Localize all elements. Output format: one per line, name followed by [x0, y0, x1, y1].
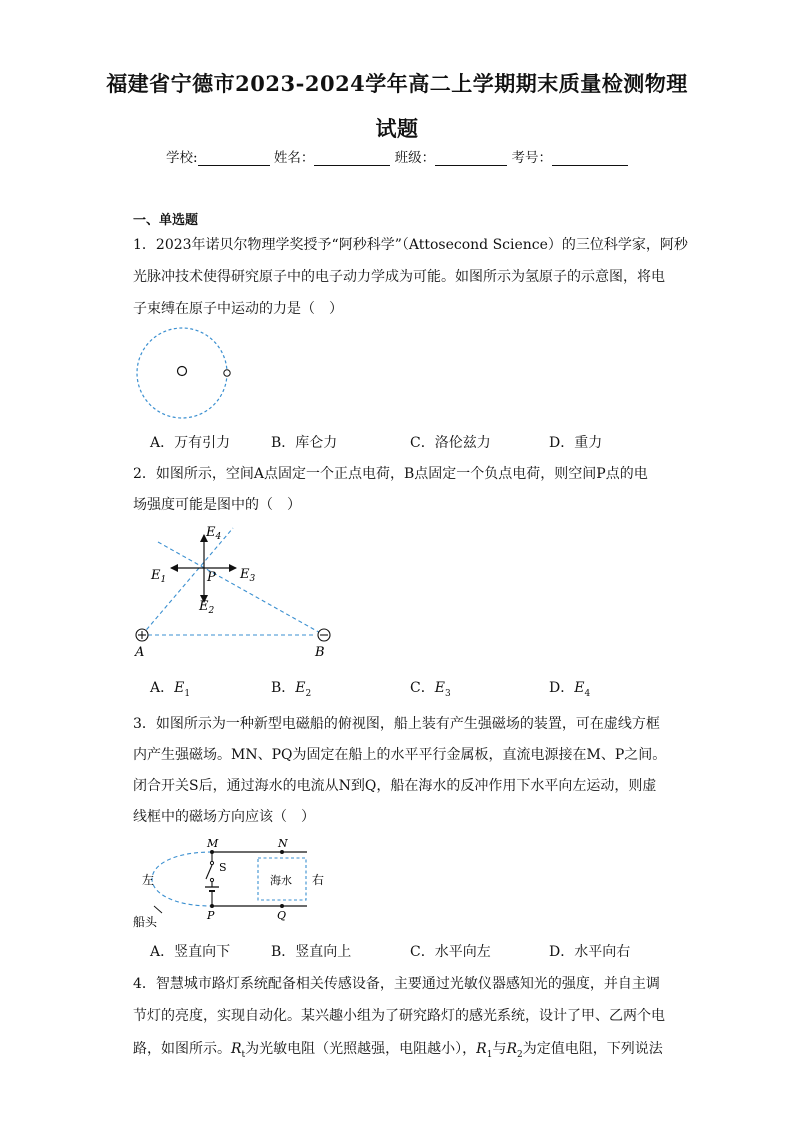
number-blank[interactable]	[552, 151, 628, 166]
q4-line2: 节灯的亮度，实现自动化。某兴趣小组为了研究路灯的感光系统，设计了甲、乙两个电	[133, 1008, 665, 1024]
school-blank[interactable]	[198, 151, 270, 166]
label-e4: $E_4$	[206, 525, 222, 542]
page-title-line2: 试题	[375, 116, 419, 141]
q2-field-figure	[128, 518, 338, 663]
q3-ship-figure	[132, 834, 332, 934]
q2-option-d[interactable]: D．$E_4$	[549, 680, 591, 699]
q3-line1: 3．如图所示为一种新型电磁船的俯视图，船上装有产生强磁场的装置，可在虚线方框	[133, 716, 660, 732]
nucleus	[178, 367, 187, 376]
q2-option-b[interactable]: B．$E_2$	[271, 680, 312, 699]
q1-line2: 光脉冲技术使得研究原子中的电子动力学成为可能。如图所示为氢原子的示意图，将电	[133, 269, 665, 285]
label-p: P	[207, 909, 215, 922]
name-label: 姓名：	[273, 150, 315, 166]
q1-line1: 1．2023年诺贝尔物理学奖授予“阿秒科学”（Attosecond Science）的三位科学家，阿秒	[133, 237, 688, 253]
q3-option-c[interactable]: C．水平向左	[410, 944, 491, 960]
section-heading: 一、单选题	[133, 213, 199, 228]
label-seawater: 海水	[270, 874, 292, 887]
label-p: P	[207, 570, 216, 585]
label-e1: $E_1$	[151, 568, 167, 585]
q4-line3: 路，如图所示。$R_t$为光敏电阻（光照越强，电阻越小），$R_1$与$R_2$为定值电阻，下列说法	[133, 1041, 663, 1060]
label-e2: $E_2$	[199, 599, 215, 616]
class-blank[interactable]	[435, 151, 507, 166]
q1-atom-figure	[130, 326, 240, 422]
q2-option-c[interactable]: C．$E_3$	[410, 680, 451, 699]
name-blank[interactable]	[314, 151, 390, 166]
q3-line4: 线框中的磁场方向应该（ ）	[133, 809, 315, 825]
label-bow: 船头	[133, 915, 158, 929]
class-label: 班级：	[394, 150, 436, 166]
student-info	[0, 146, 794, 166]
q1-option-b[interactable]: B．库仑力	[271, 435, 338, 451]
q3-line2: 内产生强磁场。MN、PQ为固定在船上的水平平行金属板，直流电源接在M、P之间。	[133, 747, 667, 763]
page-title: 福建省宁德市2023-2024学年高二上学期期末质量检测物理	[106, 71, 688, 96]
label-b: B	[315, 645, 325, 660]
q1-option-a[interactable]: A．万有引力	[150, 435, 231, 451]
q3-option-b[interactable]: B．竖直向上	[271, 944, 352, 960]
q2-line2: 场强度可能是图中的（ ）	[133, 497, 301, 513]
q2-option-a[interactable]: A．$E_1$	[150, 680, 191, 699]
q2-line1: 2．如图所示，空间A点固定一个正点电荷，B点固定一个负点电荷，则空间P点的电	[133, 466, 648, 482]
q4-line1: 4．智慧城市路灯系统配备相关传感设备，主要通过光敏仪器感知光的强度，并自主调	[133, 976, 660, 992]
q3-option-a[interactable]: A．竖直向下	[150, 944, 231, 960]
q3-option-d[interactable]: D．水平向右	[549, 944, 631, 960]
q1-line3: 子束缚在原子中运动的力是（ ）	[133, 301, 343, 317]
school-label: 学校:	[166, 150, 198, 166]
label-q: Q	[277, 909, 287, 922]
q3-line3: 闭合开关S后，通过海水的电流从N到Q，船在海水的反冲作用下水平向左运动，则虚	[133, 778, 657, 794]
switch-s	[206, 865, 212, 879]
q1-option-d[interactable]: D．重力	[549, 435, 603, 451]
label-s: S	[219, 861, 227, 874]
label-m: M	[207, 837, 219, 850]
label-left: 左	[142, 873, 155, 887]
line-p-b	[158, 542, 324, 635]
number-label: 考号：	[511, 150, 552, 166]
electron	[224, 370, 230, 376]
label-right: 右	[312, 873, 325, 887]
q1-option-c[interactable]: C．洛伦兹力	[410, 435, 491, 451]
ship-hull	[152, 852, 212, 906]
label-a: A	[135, 645, 145, 660]
label-n: N	[278, 837, 288, 850]
label-e3: $E_3$	[240, 567, 256, 584]
